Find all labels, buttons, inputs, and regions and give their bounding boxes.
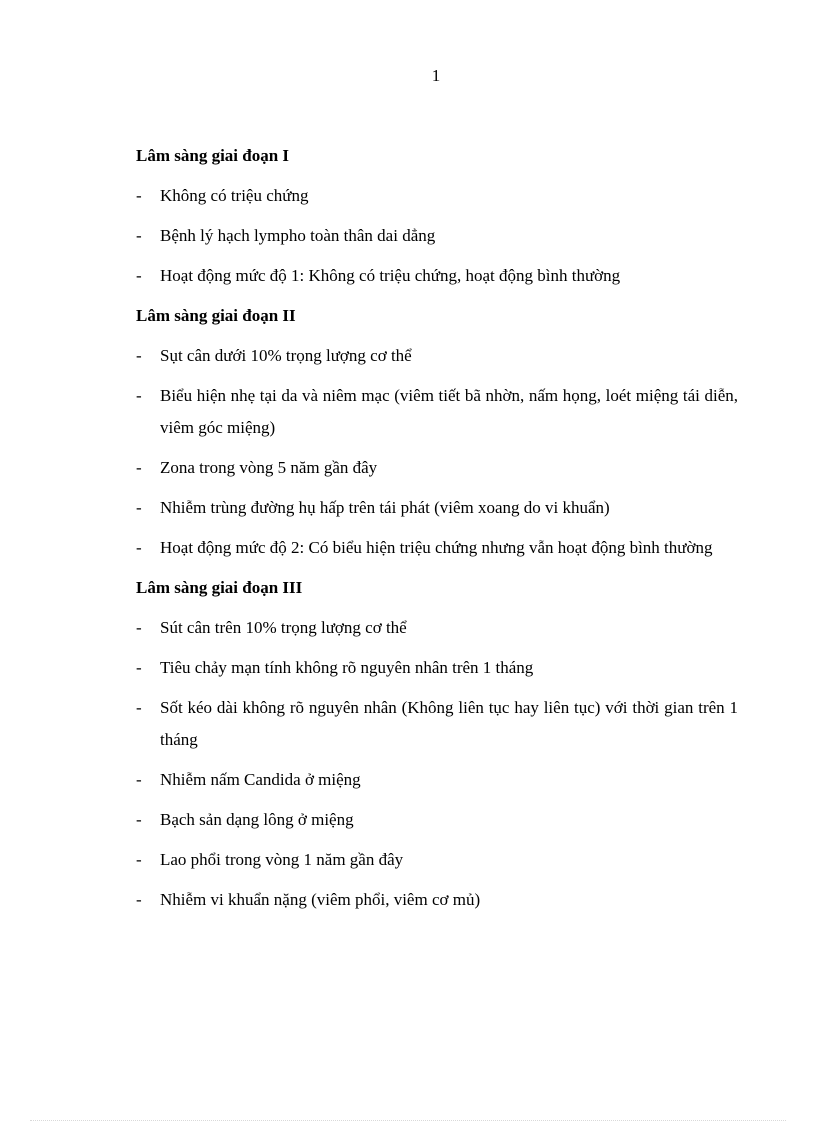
bullet-dash: - — [136, 810, 142, 829]
list-item-text: Nhiễm vi khuẩn nặng (viêm phổi, viêm cơ mủ) — [160, 890, 481, 909]
list-item — [136, 220, 738, 252]
bullet-dash: - — [136, 890, 142, 909]
list-item — [136, 340, 738, 372]
bullet-dash: - — [136, 186, 142, 205]
section-heading: Lâm sàng giai đoạn I — [136, 146, 290, 165]
document-body — [136, 140, 738, 924]
list-item-text: Nhiễm nấm Candida ở miệng — [160, 770, 361, 789]
bullet-dash: - — [136, 618, 142, 637]
page-number: 1 — [431, 66, 441, 85]
list-item — [136, 884, 738, 916]
bullet-dash: - — [136, 850, 142, 869]
bullet-dash: - — [136, 658, 142, 677]
bullet-list — [136, 180, 738, 292]
list-item — [136, 764, 738, 796]
list-item — [136, 804, 738, 836]
bullet-list — [136, 340, 738, 564]
bullet-list — [136, 612, 738, 916]
section-heading: Lâm sàng giai đoạn III — [136, 578, 303, 597]
list-item — [136, 532, 738, 564]
list-item — [136, 492, 738, 524]
list-item — [136, 612, 738, 644]
list-item — [136, 452, 738, 484]
list-item-text: Tiêu chảy mạn tính không rõ nguyên nhân trên 1 tháng — [160, 658, 534, 677]
list-item — [136, 652, 738, 684]
list-item — [136, 180, 738, 212]
bullet-dash: - — [136, 226, 142, 245]
bullet-dash: - — [136, 698, 142, 717]
list-item — [136, 380, 738, 444]
list-item-text: Sút cân trên 10% trọng lượng cơ thể — [160, 618, 407, 637]
list-item-text: Nhiễm trùng đường hụ hấp trên tái phát (viêm xoang do vi khuẩn) — [160, 498, 610, 517]
bullet-dash: - — [136, 770, 142, 789]
bullet-dash: - — [136, 458, 142, 477]
list-item-text: Sụt cân dưới 10% trọng lượng cơ thể — [160, 346, 412, 365]
section-stage-3 — [136, 572, 738, 916]
section-heading: Lâm sàng giai đoạn II — [136, 306, 296, 325]
list-item-text: Hoạt động mức độ 1: Không có triệu chứng, hoạt động bình thường — [160, 266, 621, 285]
list-item-text: Lao phổi trong vòng 1 năm gần đây — [160, 850, 404, 869]
section-stage-2 — [136, 300, 738, 564]
bullet-dash: - — [136, 266, 142, 285]
list-item — [136, 260, 738, 292]
list-item-text: Hoạt động mức độ 2: Có biểu hiện triệu chứng nhưng vẫn hoạt động bình thường — [160, 538, 713, 557]
list-item — [136, 692, 738, 756]
bullet-dash: - — [136, 538, 142, 557]
bullet-dash: - — [136, 498, 142, 517]
list-item-text: Sốt kéo dài không rõ nguyên nhân (Không liên tục hay liên tục) với thời gian trên 1 tháng — [160, 698, 738, 749]
list-item-text: Bạch sản dạng lông ở miệng — [160, 810, 354, 829]
list-item — [136, 844, 738, 876]
list-item-text: Bệnh lý hạch lympho toàn thân dai dẳng — [160, 226, 436, 245]
list-item-text: Không có triệu chứng — [160, 186, 309, 205]
list-item-text: Zona trong vòng 5 năm gần đây — [160, 458, 378, 477]
list-item-text: Biểu hiện nhẹ tại da và niêm mạc (viêm tiết bã nhờn, nấm họng, loét miệng tái diễn, viêm góc miệng) — [160, 386, 738, 437]
bullet-dash: - — [136, 346, 142, 365]
page-bottom-divider — [30, 1120, 786, 1121]
bullet-dash: - — [136, 386, 142, 405]
section-stage-1 — [136, 140, 738, 292]
